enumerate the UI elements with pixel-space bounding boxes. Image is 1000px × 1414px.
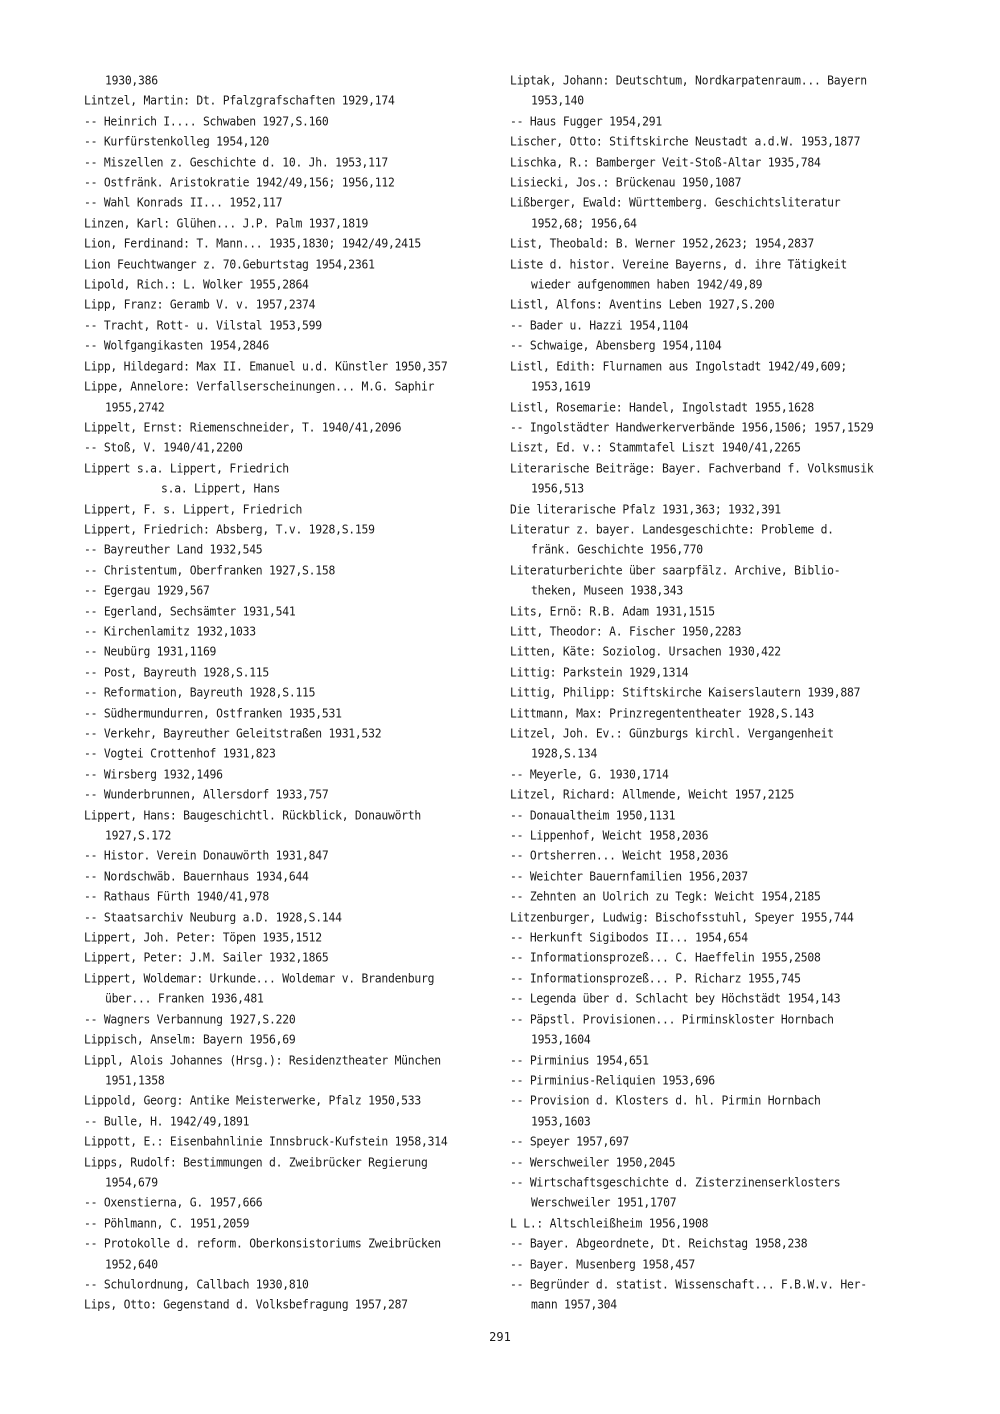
index-entry: Lipold, Rich.: L. Wolker 1955,2864 [84,276,309,292]
index-entry: Lion Feuchtwanger z. 70.Geburtstag 1954,2361 [84,255,375,272]
index-entry: Lippe, Annelore: Verfallserscheinungen... M.G. Saphir [84,378,435,394]
page-number: 291 [489,1330,511,1344]
index-entry: Literaturberichte über saarpfälz. Archive, Biblio- [510,561,841,578]
index-entry: Litzel, Richard: Allmende, Weicht 1957,2125 [510,786,795,803]
index-entry: Listl, Alfons: Aventins Leben 1927,S.200 [510,296,775,313]
index-entry: Literatur z. bayer. Landesgeschichte: Probleme d. [510,521,834,537]
index-entry: Litzenburger, Ludwig: Bischofsstuhl, Speyer 1955,744 [510,908,854,925]
index-entry: -- Begründer d. statist. Wissenschaft... F.B.W.v. Her- [510,1276,867,1292]
index-entry: Liszt, Ed. v.: Stammtafel Liszt 1940/41,2265 [510,439,801,456]
index-entry: -- Informationsprozeß... C. Haeffelin 1955,2508 [510,949,821,966]
index-entry: -- Rathaus Fürth 1940/41,978 [84,888,270,905]
index-entry: -- Informationsprozeß... P. Richarz 1955,745 [510,970,801,986]
index-entry: -- Kirchenlamitz 1932,1033 [84,623,256,639]
index-entry: mann 1957,304 [531,1296,617,1313]
index-entry: Lippert, F. s. Lippert, Friedrich [84,500,303,517]
index-entry: Lischer, Otto: Stiftskirche Neustadt a.d.W. 1953,1877 [510,133,861,150]
index-entry: 1952,640 [105,1255,158,1272]
index-entry: -- Tracht, Rott- u. Vilstal 1953,599 [84,317,322,333]
index-entry: Lippold, Georg: Antike Meisterwerke, Pfalz 1950,533 [84,1092,421,1109]
index-entry: Lisiecki, Jos.: Brückenau 1950,1087 [510,174,742,190]
index-entry: Litten, Käte: Soziolog. Ursachen 1930,422 [510,643,781,660]
index-entry: 1951,1358 [105,1072,165,1088]
index-entry: Lippl, Alois Johannes (Hrsg.): Residenztheater München [84,1051,441,1068]
index-entry: 1953,1603 [531,1112,591,1129]
index-entry: Literarische Beiträge: Bayer. Fachverband f. Volksmusik [510,459,874,476]
index-entry: über... Franken 1936,481 [105,990,264,1007]
index-entry: -- Ortsherren... Weicht 1958,2036 [510,847,729,864]
index-entry: -- Wahl Konrads II... 1952,117 [84,194,283,211]
index-entry: -- Ingolstädter Handwerkerverbände 1956,1506; 1957,1529 [510,419,874,435]
index-entry: 1928,S.134 [531,745,598,762]
index-entry: -- Donaualtheim 1950,1131 [510,806,676,823]
index-entry: -- Provision d. Klosters d. hl. Pirmin Hornbach [510,1092,821,1109]
index-entry: -- Post, Bayreuth 1928,S.115 [84,663,270,680]
index-entry: wieder aufgenommen haben 1942/49,89 [531,276,763,292]
index-entry: 1953,1619 [531,378,591,394]
index-entry: Lipp, Franz: Geramb V. v. 1957,2374 [84,296,316,313]
index-entry: 1955,2742 [105,398,165,415]
index-entry: Linzen, Karl: Glühen... J.P. Palm 1937,1819 [84,214,369,231]
index-entry: Litt, Theodor: A. Fischer 1950,2283 [510,623,742,639]
index-entry: Lipp, Hildegard: Max II. Emanuel u.d. Künstler 1950,357 [84,357,448,374]
index-entry: -- Neubürg 1931,1169 [84,643,217,660]
index-entry: -- Wunderbrunnen, Allersdorf 1933,757 [84,786,329,803]
index-entry: -- Reformation, Bayreuth 1928,S.115 [84,684,316,701]
index-entry: Listl, Rosemarie: Handel, Ingolstadt 1955,1628 [510,398,814,415]
index-entry: -- Meyerle, G. 1930,1714 [510,765,669,782]
index-entry: Lippelt, Ernst: Riemenschneider, T. 1940/41,2096 [84,419,402,435]
index-entry: L L.: Altschleißheim 1956,1908 [510,1214,709,1231]
index-entry: -- Miszellen z. Geschichte d. 10. Jh. 1953,117 [84,153,388,170]
index-entry: Lintzel, Martin: Dt. Pfalzgrafschaften 1929,174 [84,92,395,109]
index-entry: Lippert, Joh. Peter: Töpen 1935,1512 [84,929,322,945]
index-entry: -- Bayreuther Land 1932,545 [84,541,263,558]
index-entry: -- Päpstl. Provisionen... Pirminskloster Hornbach [510,1010,834,1027]
index-entry: s.a. Lippert, Hans [161,480,280,496]
index-entry: Lippert, Friedrich: Absberg, T.v. 1928,S.159 [84,521,375,537]
right-column [510,70,930,1315]
index-entry: Litzel, Joh. Ev.: Günzburgs kirchl. Vergangenheit [510,725,834,741]
index-entry: -- Staatsarchiv Neuburg a.D. 1928,S.144 [84,908,342,925]
index-entry: List, Theobald: B. Werner 1952,2623; 1954,2837 [510,235,814,252]
index-entry: Lippert, Woldemar: Urkunde... Woldemar v. Brandenburg [84,970,435,986]
index-entry: -- Egergau 1929,567 [84,582,210,598]
index-entry: Lits, Ernö: R.B. Adam 1931,1515 [510,602,715,619]
index-entry: Littig: Parkstein 1929,1314 [510,663,689,680]
index-entry: Lips, Otto: Gegenstand d. Volksbefragung 1957,287 [84,1296,408,1313]
index-entry: Lippert, Hans: Baugeschichtl. Rückblick, Donauwörth [84,806,421,823]
index-entry: Listl, Edith: Flurnamen aus Ingolstadt 1942/49,609; [510,357,847,374]
index-entry: Lippert s.a. Lippert, Friedrich [84,459,289,476]
index-entry: -- Haus Fugger 1954,291 [510,112,662,129]
index-entry: 1956,513 [531,480,584,496]
index-entry: Littmann, Max: Prinzregententheater 1928,S.143 [510,704,814,721]
index-entry: -- Vogtei Crottenhof 1931,823 [84,745,276,762]
index-entry: -- Lippenhof, Weicht 1958,2036 [510,827,709,843]
index-entry: -- Histor. Verein Donauwörth 1931,847 [84,847,329,864]
index-entry: Liptak, Johann: Deutschtum, Nordkarpatenraum... Bayern [510,72,867,88]
index-entry: -- Zehnten an Uolrich zu Tegk: Weicht 1954,2185 [510,888,821,905]
index-entry: -- Herkunft Sigibodos II... 1954,654 [510,929,748,945]
index-entry: -- Speyer 1957,697 [510,1133,629,1149]
index-entry: Die literarische Pfalz 1931,363; 1932,391 [510,500,781,517]
index-entry: Liste d. histor. Vereine Bayerns, d. ihre Tätigkeit [510,255,847,272]
index-entry: -- Bayer. Musenberg 1958,457 [510,1255,696,1272]
index-entry: -- Wirsberg 1932,1496 [84,765,223,782]
index-entry: Lischka, R.: Bamberger Veit-Stoß-Altar 1935,784 [510,153,821,170]
index-entry: -- Egerland, Sechsämter 1931,541 [84,602,296,619]
index-entry: -- Wolfgangikasten 1954,2846 [84,337,270,354]
index-entry: -- Schulordnung, Callbach 1930,810 [84,1276,309,1292]
index-entry: -- Wirtschaftsgeschichte d. Zisterzinenserklosters [510,1174,841,1190]
index-entry: -- Heinrich I.... Schwaben 1927,S.160 [84,112,329,129]
index-entry: -- Werschweiler 1950,2045 [510,1153,676,1170]
index-entry: -- Nordschwäb. Bauernhaus 1934,644 [84,867,309,884]
index-entry: -- Pirminius 1954,651 [510,1051,649,1068]
index-entry: -- Bader u. Hazzi 1954,1104 [510,317,689,333]
index-entry: fränk. Geschichte 1956,770 [531,541,703,558]
index-entry: -- Bayer. Abgeordnete, Dt. Reichstag 1958,238 [510,1235,808,1251]
index-entry: 1953,1604 [531,1031,591,1047]
index-entry: Lion, Ferdinand: T. Mann... 1935,1830; 1942/49,2415 [84,235,421,252]
index-entry: -- Stoß, V. 1940/41,2200 [84,439,243,456]
index-entry: -- Bulle, H. 1942/49,1891 [84,1112,250,1129]
index-entry: Lippisch, Anselm: Bayern 1956,69 [84,1031,296,1047]
index-entry: -- Weichter Bauernfamilien 1956,2037 [510,867,748,884]
index-entry: Lippott, E.: Eisenbahnlinie Innsbruck-Kufstein 1958,314 [84,1133,448,1149]
index-entry: -- Legenda über d. Schlacht bey Höchstädt 1954,143 [510,990,841,1007]
index-entry: 1954,679 [105,1174,158,1190]
index-entry: -- Christentum, Oberfranken 1927,S.158 [84,561,336,578]
index-entry: 1953,140 [531,92,584,109]
index-entry: -- Ostfränk. Aristokratie 1942/49,156; 1956,112 [84,174,395,190]
index-entry: 1930,386 [105,72,158,88]
index-entry: Lippert, Peter: J.M. Sailer 1932,1865 [84,949,329,966]
left-column [84,70,504,1315]
index-entry: theken, Museen 1938,343 [531,582,683,598]
index-entry: -- Südhermundurren, Ostfranken 1935,531 [84,704,342,721]
index-entry: -- Protokolle d. reform. Oberkonsistoriums Zweibrücken [84,1235,441,1251]
index-entry: 1927,S.172 [105,827,172,843]
index-entry: Littig, Philipp: Stiftskirche Kaiserslautern 1939,887 [510,684,861,701]
index-entry: -- Verkehr, Bayreuther Geleitstraßen 1931,532 [84,725,382,741]
index-entry: -- Pirminius-Reliquien 1953,696 [510,1072,715,1088]
index-entry: -- Kurfürstenkolleg 1954,120 [84,133,270,150]
index-entry: Werschweiler 1951,1707 [531,1194,677,1211]
index-entry: -- Pöhlmann, C. 1951,2059 [84,1214,250,1231]
index-entry: -- Schwaige, Abensberg 1954,1104 [510,337,722,354]
index-entry: Lipps, Rudolf: Bestimmungen d. Zweibrücker Regierung [84,1153,428,1170]
index-entry: -- Wagners Verbannung 1927,S.220 [84,1010,296,1027]
index-entry: -- Oxenstierna, G. 1957,666 [84,1194,263,1211]
index-entry: Lißberger, Ewald: Württemberg. Geschichtsliteratur [510,194,841,211]
index-entry: 1952,68; 1956,64 [531,214,637,231]
